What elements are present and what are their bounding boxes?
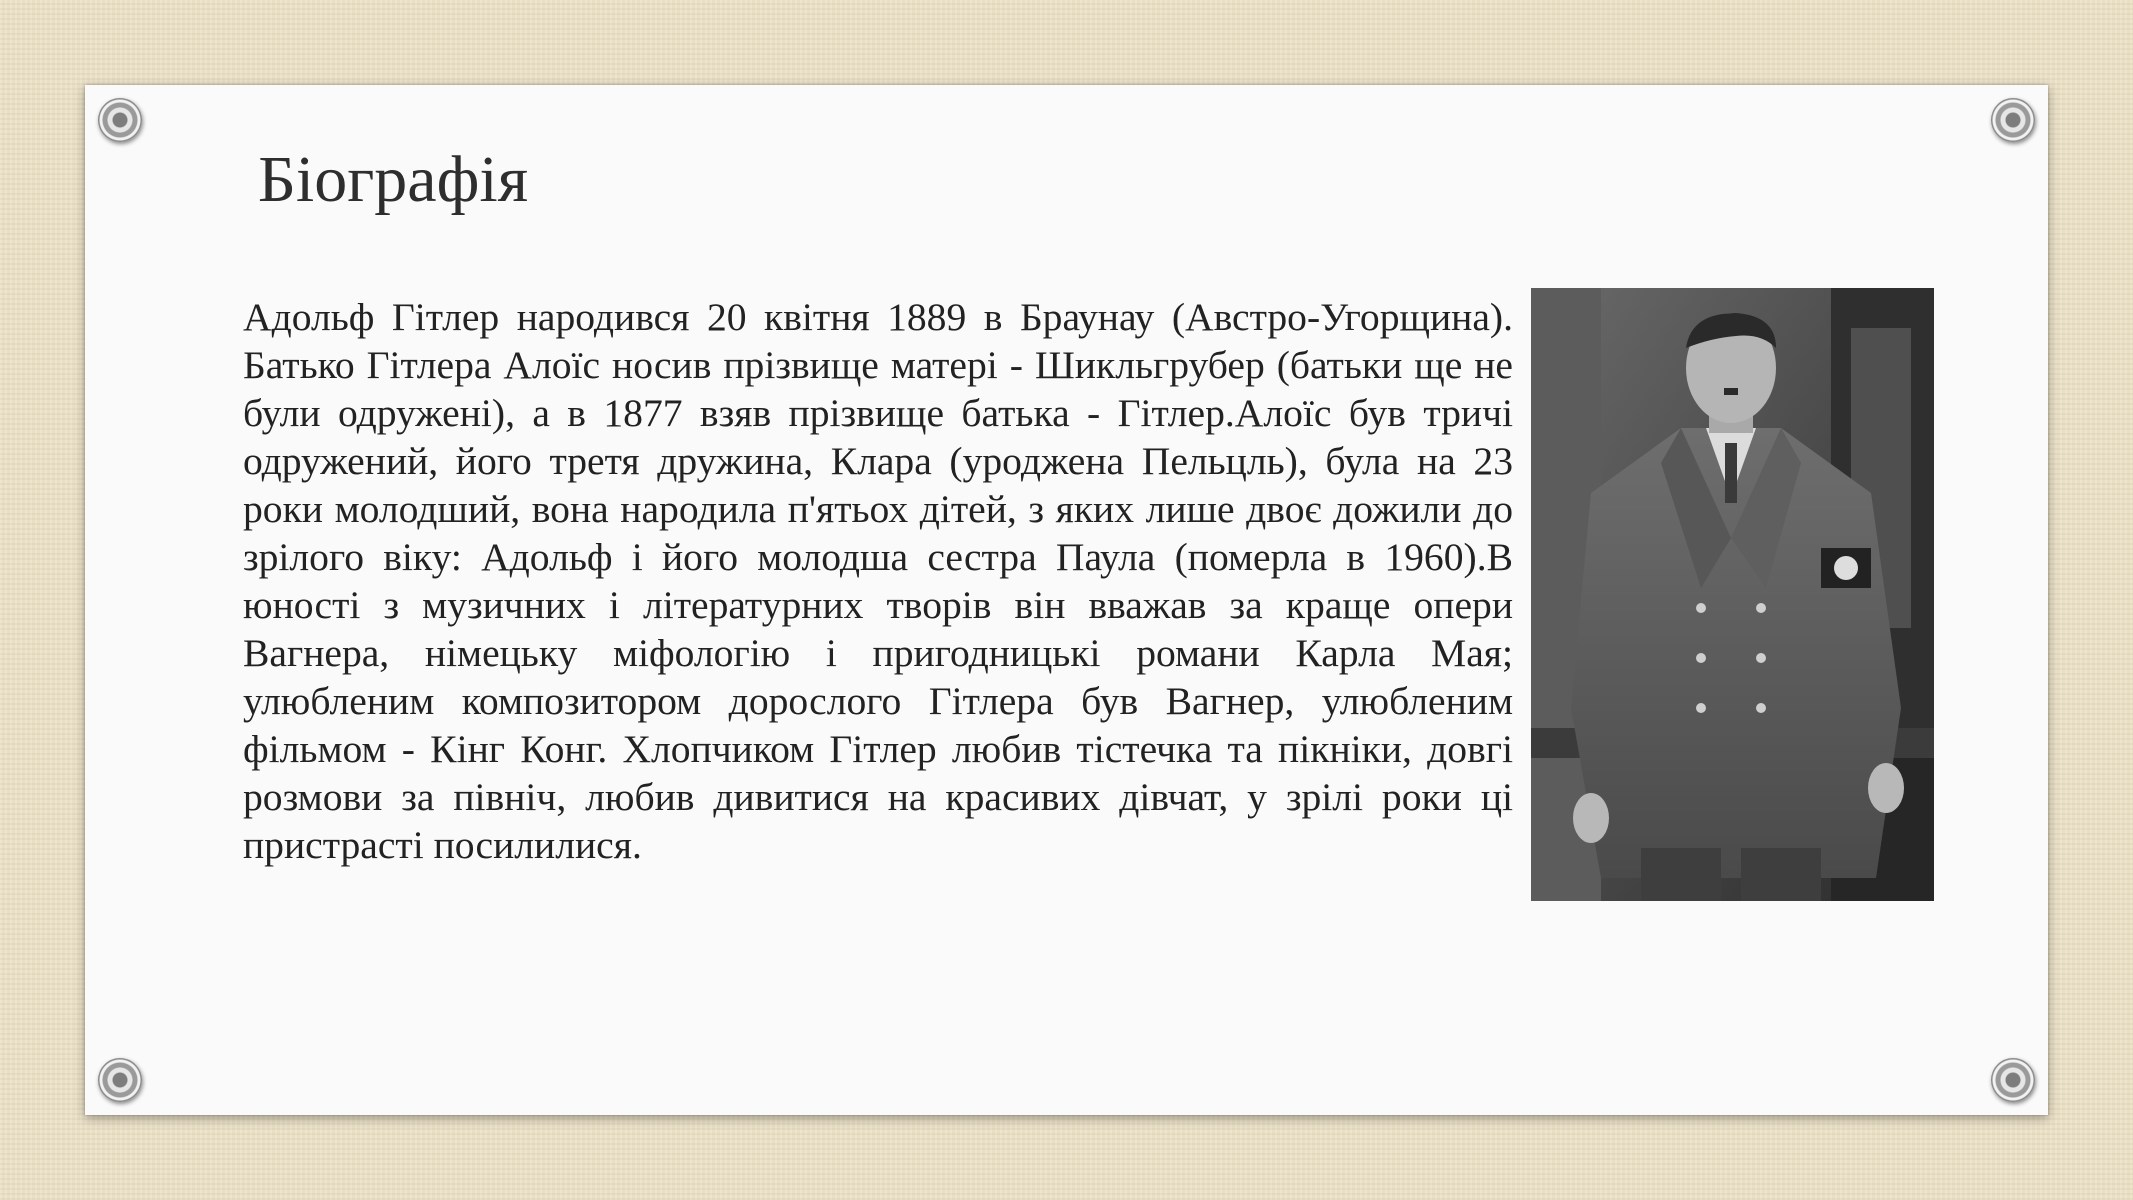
- portrait-image: [1531, 288, 1934, 901]
- slide-title: Біографія: [258, 143, 529, 216]
- grommet-top-left: [98, 98, 142, 142]
- biography-text: Адольф Гітлер народився 20 квітня 1889 в Браунау (Австро-Угорщина). Батько Гітлера Алоїс носив прізвище матері - Шикльгрубер (батьки ще не були одружені), а в 1877 взяв прізвище батька - Гітлер.Алоїс був тричі одружений, його третя дружина, Клара (уроджена Пельцль), була на 23 роки молодший, вона народила п'ятьох дітей, з яких лише двоє дожили до зрілого віку: Адольф і його молодша сестра Паула (померла в 1960).В юності з музичних і літературних творів він вважав за краще опери Вагнера, німецьку міфологію і пригодницькі романи Карла Мая; улюбленим композитором дорослого Гітлера був Вагнер, улюбленим фільмом - Кінг Конг. Хлопчиком Гітлер любив тістечка та пікніки, довгі розмови за північ, любив дивитися на красивих дівчат, у зрілі роки ці пристрасті посилилися.: [243, 295, 1513, 867]
- portrait-photo: [1531, 288, 1934, 901]
- grommet-top-right: [1991, 98, 2035, 142]
- grommet-bottom-right: [1991, 1058, 2035, 1102]
- grommet-bottom-left: [98, 1058, 142, 1102]
